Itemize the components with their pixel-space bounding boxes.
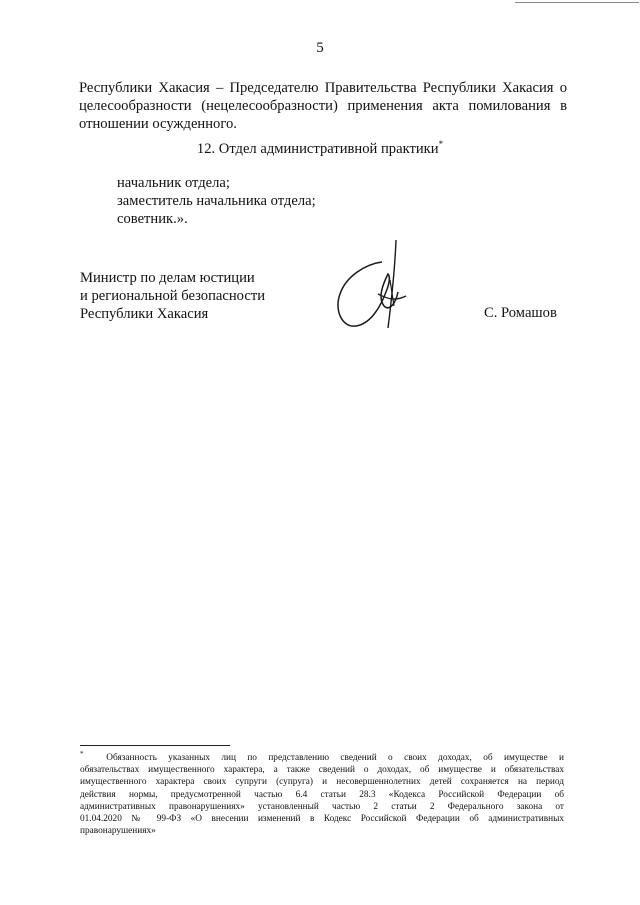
footnote-line: 01.04.2020 № 99-ФЗ «О внесении изменений в Кодекс Российской Федерации об административных bbox=[80, 814, 564, 825]
section-footnote-marker: * bbox=[438, 139, 444, 150]
footnote-line: имущественного характера своих супруги (супруга) и несовершеннолетних детей сохраняется на период bbox=[80, 777, 564, 788]
section-heading bbox=[0, 141, 640, 158]
top-edge-rule bbox=[515, 2, 639, 3]
footnote-line bbox=[80, 749, 564, 764]
section-heading-text: 12. Отдел административной практики bbox=[196, 141, 439, 157]
position-item: советник.». bbox=[117, 211, 188, 227]
position-item: заместитель начальника отдела; bbox=[117, 193, 316, 209]
position-item: начальник отдела; bbox=[117, 175, 230, 191]
signer-title-line: Республики Хакасия bbox=[80, 306, 209, 322]
footnote-divider bbox=[80, 745, 230, 746]
footnote-marker: * bbox=[80, 749, 84, 758]
footnote-line: административных правонарушениях» установленный частью 2 статьи 2 Федерального закона от bbox=[80, 801, 564, 812]
footnote bbox=[80, 749, 564, 837]
footnote-line-text: Обязанность указанных лиц по представлению сведений о своих доходах, об имуществе и bbox=[106, 753, 564, 763]
page-number: 5 bbox=[316, 40, 324, 56]
footnote-line: обязательствах имущественного характера, а также сведений о доходах, об имуществе и обязательствах bbox=[80, 765, 564, 776]
signer-name: С. Ромашов bbox=[484, 305, 557, 321]
intro-line: целесообразности (нецелесообразности) применения акта помилования в bbox=[79, 98, 567, 114]
handwritten-signature bbox=[330, 236, 410, 336]
footnote-line: действия нормы, предусмотренной частью 6.4 статьи 28.3 «Кодекса Российской Федерации об bbox=[80, 789, 564, 800]
intro-line: Республики Хакасия – Председателю Правительства Республики Хакасия о bbox=[79, 80, 567, 96]
signer-title bbox=[80, 269, 265, 323]
intro-paragraph bbox=[79, 79, 567, 133]
positions-list bbox=[117, 174, 316, 228]
signer-title-line: Министр по делам юстиции bbox=[80, 270, 255, 286]
intro-line: отношении осужденного. bbox=[79, 116, 237, 132]
signer-title-line: и региональной безопасности bbox=[80, 288, 266, 304]
footnote-line: правонарушениях» bbox=[80, 826, 156, 837]
